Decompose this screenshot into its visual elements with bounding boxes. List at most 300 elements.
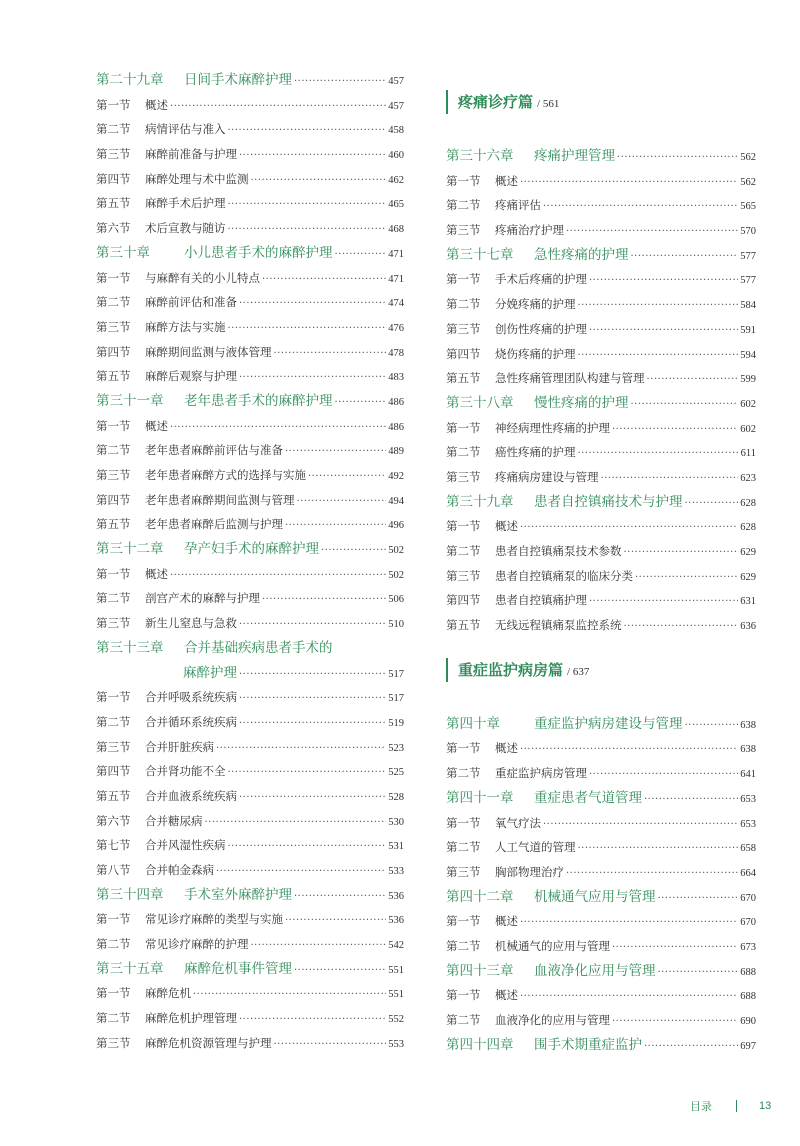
dot-leader [566,862,738,887]
chapter-entry[interactable] [446,490,756,515]
chapter-title: 小儿患者手术的麻醉护理 [184,244,333,261]
section-number: 第一节 [96,270,131,285]
page-number: 517 [388,693,404,705]
dot-leader [578,442,739,467]
dot-leader [285,440,386,465]
section-title: 概述 [145,97,168,112]
section-title: 无线远程镇痛泵监控系统 [495,618,622,633]
dot-leader [624,541,739,566]
section-entry[interactable] [96,858,404,883]
dot-leader [228,218,387,243]
section-entry[interactable] [446,860,756,885]
section-entry[interactable] [446,761,756,786]
section-entry[interactable] [446,811,756,836]
page-number: 458 [388,125,404,137]
dot-leader [520,738,738,763]
section-title: 分娩疼痛的护理 [495,297,576,312]
section-number: 第一节 [446,173,481,188]
page-number: 536 [388,890,404,902]
dot-leader [335,391,387,416]
chapter-title: 疼痛护理管理 [534,148,615,164]
toc-right-column [446,88,756,1057]
page-number: 489 [388,446,404,458]
section-entry[interactable] [446,366,756,391]
chapter-title: 孕产妇手术的麻醉护理 [184,541,319,558]
section-entry[interactable] [96,512,404,537]
page-number: 629 [740,571,756,583]
section-title: 合并糖尿病 [145,813,203,828]
section-title: 重症监护病房管理 [495,766,587,781]
chapter-number: 第四十三章 [446,962,514,979]
section-entry[interactable] [446,539,756,564]
section-entry[interactable] [446,514,756,539]
section-number: 第六节 [96,813,131,828]
section-entry[interactable] [96,191,404,216]
page-number: 591 [740,324,756,336]
page-number: 465 [388,199,404,211]
section-number: 第六节 [96,221,131,236]
section-entry[interactable] [96,364,404,389]
section-entry[interactable] [96,167,404,192]
section-number: 第四节 [96,492,131,507]
dot-leader [228,193,387,218]
section-entry[interactable] [96,414,404,439]
section-entry[interactable] [96,438,404,463]
section-number: 第二节 [96,295,131,310]
chapter-entry[interactable] [96,883,404,908]
dot-leader [170,416,386,441]
section-entry[interactable] [446,736,756,761]
page-number: 641 [740,769,756,781]
chapter-entry[interactable] [446,885,756,910]
page-number: 468 [388,224,404,236]
section-entry[interactable] [96,142,404,167]
section-number: 第三节 [446,568,481,583]
chapter-entry[interactable] [96,389,404,414]
page-number: 496 [388,520,404,532]
dot-leader [285,909,386,934]
chapter-entry[interactable] [96,537,404,562]
chapter-title: 合并基础疾病患者手术的 [184,639,333,656]
page-number: 690 [740,1016,756,1027]
dot-leader [239,712,386,737]
page-number: 457 [388,100,404,112]
dot-leader [685,714,739,739]
section-title: 概述 [495,741,518,756]
section-entry[interactable] [446,169,756,194]
dot-leader [274,342,387,367]
chapter-title: 日间手术麻醉护理 [184,72,292,88]
section-number: 第三节 [96,468,131,482]
page-number: 658 [740,843,756,855]
section-entry[interactable] [96,315,404,340]
section-title: 常见诊疗麻醉的类型与实施 [145,912,283,927]
section-title: 麻醉危机资源管理与护理 [145,1035,272,1050]
page-number: 474 [388,298,404,310]
page-number: 611 [740,448,756,460]
chapter-number: 第三十七章 [446,246,514,263]
section-title: 麻醉危机 [145,986,191,1001]
section-number: 第一节 [446,815,481,830]
page-number: 697 [740,1040,756,1052]
section-number: 第二节 [446,840,481,855]
chapter-entry[interactable] [446,959,756,984]
chapter-title: 麻醉护理 [183,664,237,681]
section-title: 麻醉方法与实施 [145,319,226,334]
page-number: 476 [388,322,404,334]
page-number: 670 [740,892,756,904]
section-number: 第三节 [96,739,131,754]
section-title: 烧伤疼痛的护理 [495,346,576,361]
part-page-number: / 561 [537,98,560,110]
section-number: 第一节 [96,690,131,705]
dot-leader [262,588,386,613]
page-number: 628 [740,522,756,534]
dot-leader [612,418,738,443]
page-number: 528 [388,791,404,803]
chapter-title: 重症监护病房建设与管理 [534,715,683,732]
section-number: 第二节 [446,544,481,558]
section-entry[interactable] [446,342,756,367]
dot-leader [294,70,386,95]
chapter-number: 第三十九章 [446,493,514,510]
section-entry[interactable] [446,440,756,465]
dot-leader [274,1033,387,1058]
section-entry[interactable] [96,932,404,957]
section-entry[interactable] [96,463,404,488]
page-number: 551 [388,989,404,1001]
section-entry[interactable] [446,983,756,1008]
dot-leader [520,985,738,1010]
section-number: 第三节 [446,469,481,484]
chapter-number: 第四十一章 [446,789,514,806]
dot-leader [216,860,386,885]
page-number: 673 [740,941,756,953]
section-number: 第一节 [96,418,131,433]
section-title: 麻醉危机护理管理 [145,1011,237,1026]
section-title: 疼痛评估 [495,198,541,213]
dot-leader [239,663,386,688]
page-number: 478 [388,347,404,359]
dot-leader [589,763,738,788]
section-title: 概述 [495,988,518,1003]
section-entry[interactable] [446,909,756,934]
section-title: 患者自控镇痛泵技术参数 [495,544,622,558]
dot-leader [239,687,386,712]
section-title: 人工气道的管理 [495,840,576,855]
page-number: 653 [740,793,756,805]
chapter-entry[interactable] [96,68,404,93]
page-number: 492 [388,471,404,482]
dot-leader [612,1010,738,1035]
page-number: 506 [388,594,404,606]
section-number: 第二节 [96,443,131,458]
chapter-title: 机械通气应用与管理 [534,888,656,905]
chapter-entry[interactable] [446,1033,756,1058]
page-number: 13 [759,1100,772,1112]
dot-leader [685,492,739,517]
chapter-number: 第四十二章 [446,888,514,905]
section-entry[interactable] [446,267,756,292]
dot-leader [601,467,739,492]
chapter-title: 老年患者手术的麻醉护理 [184,392,333,409]
dot-leader [294,885,386,910]
section-entry[interactable] [96,340,404,365]
part-spacer [446,682,756,712]
section-title: 患者自控镇痛护理 [495,593,587,608]
section-number: 第二节 [446,445,481,460]
section-entry[interactable] [96,710,404,735]
page-number: 577 [740,275,756,287]
dot-leader [631,393,739,418]
section-number: 第七节 [96,838,131,853]
section-entry[interactable] [446,193,756,218]
part-spacer [446,114,756,144]
part-page-number: / 637 [567,665,590,678]
dot-leader [644,788,738,813]
section-number: 第二节 [96,714,131,729]
chapter-entry[interactable] [446,144,756,169]
part-heading [446,658,756,682]
dot-leader [321,539,386,564]
section-number: 第四节 [96,764,131,779]
section-title: 老年患者麻醉方式的选择与实施 [145,468,306,482]
dot-leader [193,983,386,1008]
chapter-entry[interactable] [96,957,404,982]
dot-leader [170,95,386,120]
page-number: 502 [388,545,404,557]
dot-leader [543,813,738,838]
page-number: 536 [388,915,404,927]
section-number: 第一节 [446,914,481,929]
footer-label: 目录 [690,1101,712,1113]
section-entry[interactable] [446,835,756,860]
section-number: 第一节 [96,97,131,112]
section-title: 急性疼痛管理团队构建与管理 [495,371,645,386]
part-title: 重症监护病房篇 [458,660,564,679]
section-title: 术后宣教与随访 [145,221,226,236]
chapter-title: 重症患者气道管理 [534,789,642,806]
section-number: 第一节 [96,912,131,927]
section-number: 第三节 [96,319,131,334]
toc-left-column [96,68,404,1056]
section-title: 概述 [495,519,518,534]
page-number: 599 [740,374,756,386]
dot-leader [251,934,387,959]
dot-leader [578,837,739,862]
page-number: 517 [388,668,404,680]
dot-leader [543,195,738,220]
section-entry[interactable] [446,292,756,317]
chapter-entry[interactable] [96,636,404,661]
chapter-entry[interactable] [96,241,404,266]
page-number: 602 [740,423,756,435]
section-title: 概述 [145,566,168,581]
section-entry[interactable] [96,981,404,1006]
dot-leader [262,268,386,293]
section-title: 患者自控镇痛泵的临床分类 [495,568,633,583]
part-title: 疼痛诊疗篇 [458,93,534,111]
section-entry[interactable] [446,416,756,441]
section-title: 麻醉后观察与护理 [145,369,237,384]
section-number: 第三节 [96,147,131,162]
chapter-number: 第四十章 [446,715,500,732]
dot-leader [578,344,739,369]
dot-leader [228,835,387,860]
section-title: 老年患者麻醉后监测与护理 [145,517,283,532]
page-number: 628 [740,497,756,509]
page-number: 570 [740,226,756,238]
section-entry[interactable] [96,685,404,710]
page-number: 636 [740,621,756,633]
dot-leader [308,465,386,490]
page-number: 553 [388,1038,404,1050]
section-number: 第四节 [96,344,131,359]
section-number: 第一节 [446,420,481,435]
section-entry[interactable] [96,611,404,636]
page-number: 670 [740,917,756,929]
chapter-number: 第三十四章 [96,886,164,903]
section-number: 第二节 [96,1011,131,1026]
chapter-title: 血液净化应用与管理 [534,962,656,979]
page-number: 562 [740,176,756,188]
section-entry[interactable] [446,218,756,243]
chapter-entry[interactable] [446,786,756,811]
section-title: 常见诊疗麻醉的护理 [145,937,249,952]
page-number: 688 [740,991,756,1003]
section-title: 老年患者麻醉期间监测与管理 [145,492,295,507]
section-entry[interactable] [446,588,756,613]
section-entry[interactable] [446,317,756,342]
dot-leader [631,245,739,270]
section-number: 第二节 [446,938,481,953]
section-number: 第一节 [96,986,131,1001]
dot-leader [520,516,738,541]
section-entry[interactable] [96,833,404,858]
section-title: 概述 [495,914,518,929]
page-number: 577 [740,250,756,262]
section-number: 第二节 [96,937,131,952]
dot-leader [647,368,739,393]
section-entry[interactable] [446,564,756,589]
page-number: 623 [740,472,756,484]
page-number: 530 [388,816,404,828]
chapter-entry[interactable] [96,661,404,686]
dot-leader [635,566,738,591]
dot-leader [228,317,387,342]
page-number: 531 [388,841,404,853]
dot-leader [294,959,386,984]
section-number: 第四节 [446,346,481,361]
chapter-title: 慢性疼痛的护理 [534,394,629,411]
chapter-entry[interactable] [446,391,756,416]
chapter-number: 第三十六章 [446,148,514,164]
chapter-entry[interactable] [446,712,756,737]
dot-leader [589,590,738,615]
section-entry[interactable] [96,586,404,611]
section-entry[interactable] [446,1008,756,1033]
section-entry[interactable] [96,266,404,291]
section-number: 第一节 [446,272,481,287]
section-title: 剖宫产术的麻醉与护理 [145,591,260,606]
section-entry[interactable] [446,613,756,638]
section-title: 新生儿窒息与急救 [145,616,237,631]
dot-leader [589,269,738,294]
section-number: 第一节 [96,566,131,581]
section-entry[interactable] [96,809,404,834]
chapter-number: 第四十四章 [446,1036,514,1053]
section-number: 第三节 [446,321,481,336]
dot-leader [205,811,387,836]
chapter-entry[interactable] [446,243,756,268]
footer-divider [736,1100,737,1112]
section-title: 合并肝脏疾病 [145,739,214,754]
section-entry[interactable] [96,1031,404,1056]
section-title: 合并风湿性疾病 [145,838,226,853]
section-title: 合并肾功能不全 [145,764,226,779]
page-number: 565 [740,201,756,213]
section-entry[interactable] [96,759,404,784]
section-number: 第五节 [96,788,131,803]
section-entry[interactable] [446,465,756,490]
section-title: 麻醉期间监测与液体管理 [145,344,272,359]
section-number: 第二节 [446,198,481,213]
page-number: 471 [388,248,404,260]
page-number: 457 [388,76,404,87]
section-entry[interactable] [96,1006,404,1031]
chapter-title: 患者自控镇痛技术与护理 [534,493,683,510]
section-entry[interactable] [96,784,404,809]
section-title: 疼痛病房建设与管理 [495,469,599,484]
section-entry[interactable] [96,907,404,932]
section-entry[interactable] [446,934,756,959]
dot-leader [644,1035,738,1060]
section-number: 第三节 [446,864,481,879]
section-number: 第五节 [96,369,131,384]
page-number: 551 [388,964,404,976]
chapter-number: 第三十二章 [96,541,164,558]
section-entry[interactable] [96,117,404,142]
part-spacer [446,638,756,656]
chapter-title: 麻醉危机事件管理 [184,960,292,977]
dot-leader [612,936,738,961]
section-number: 第四节 [96,171,131,186]
dot-leader [216,737,386,762]
dot-leader [239,366,386,391]
section-entry[interactable] [96,93,404,118]
section-title: 麻醉处理与术中监测 [145,171,249,186]
section-title: 机械通气的应用与管理 [495,938,610,953]
chapter-number: 第二十九章 [96,72,164,88]
section-entry[interactable] [96,735,404,760]
page-number: 594 [740,349,756,361]
section-number: 第二节 [446,766,481,781]
section-number: 第二节 [446,297,481,312]
section-entry[interactable] [96,562,404,587]
page-number: 523 [388,742,404,754]
section-entry[interactable] [96,216,404,241]
chapter-number: 第三十八章 [446,394,514,411]
page-number: 552 [388,1014,404,1026]
section-number: 第一节 [446,519,481,534]
dot-leader [658,887,739,912]
section-entry[interactable] [96,488,404,513]
page-number: 688 [740,966,756,978]
page-number: 462 [388,174,404,186]
section-entry[interactable] [96,290,404,315]
section-title: 血液净化的应用与管理 [495,1013,610,1027]
section-title: 概述 [495,173,518,188]
